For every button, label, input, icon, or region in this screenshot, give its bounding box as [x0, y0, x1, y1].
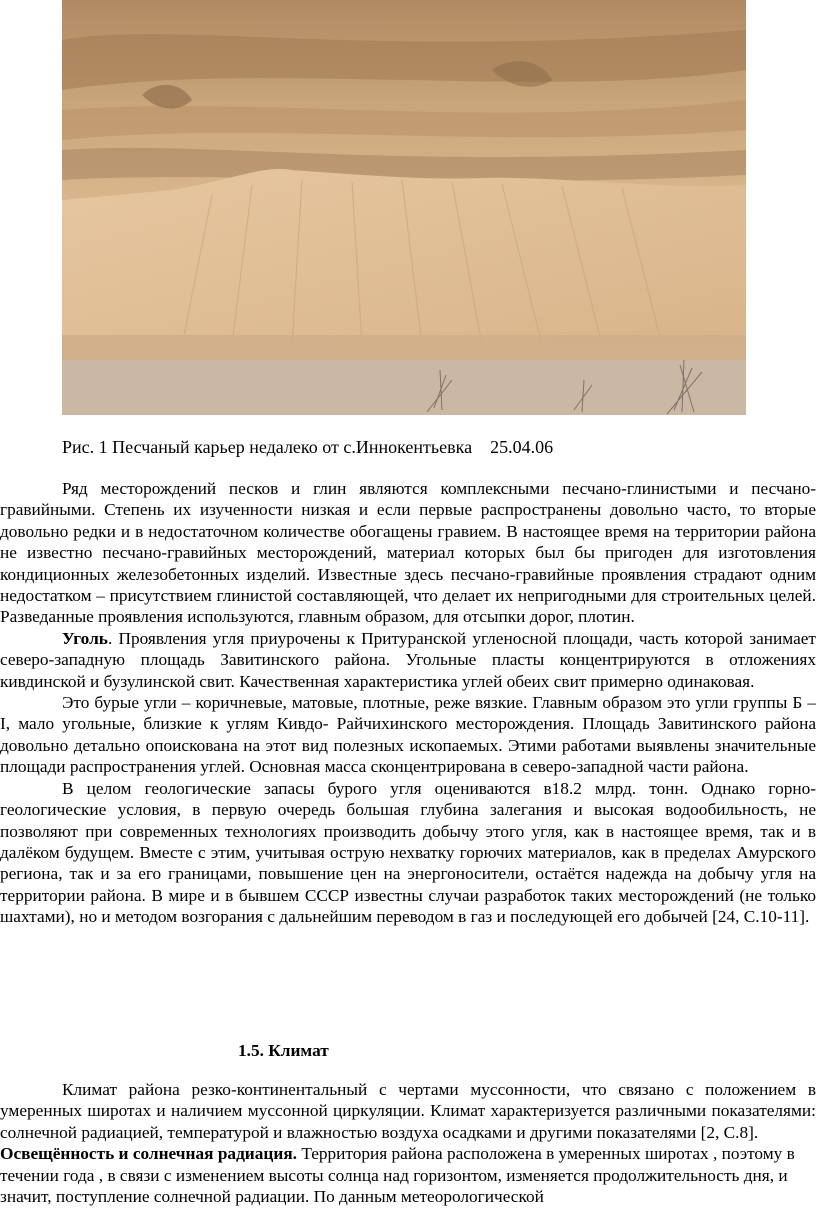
section-heading: 1.5. Климат	[238, 1041, 329, 1060]
section-text	[0, 1079, 816, 1207]
sand-quarry-photo	[62, 0, 746, 415]
paragraph: Климат района резко-континентальный с чертами муссонности, что связано с положением в умеренных широтах и наличием муссонной циркуляции. Климат характеризуется различными показателями: солнечной радиацией, температурой и влажностью воздуха осадками и другими показателями [2, С.8].	[0, 1080, 816, 1142]
body-text	[0, 478, 816, 928]
paragraph: Это бурые угли – коричневые, матовые, плотные, реже вязкие. Главным образом это угли группы Б – I, мало угольные, близкие к углям Кивдо- Райчихинского месторождения. Площадь Завитинского района довольно детально опоискована на этот вид полезных ископаемых. Этими работами выявлены значительные площади распространения углей. Основная масса сконцентрирована в северо-западной части района.	[0, 693, 816, 777]
paragraph: Ряд месторождений песков и глин являются комплексными песчано-глинистыми и песчано-гравийными. Степень их изученности низкая и если первые распространены довольно часто, то вторые довольно редки и в недостаточном количестве обогащены гравием. В настоящее время на территории района не известно песчано-гравийных месторождений, материал которых был бы пригоден для изготовления кондиционных железобетонных изделий. Известные здесь песчано-гравийные проявления страдают одним недостатком – присутствием глинистой составляющей, что делает их непригодными для строительных целей. Разведанные проявления используются, главным образом, для отсыпки дорог, плотин.	[0, 479, 816, 627]
figure-caption	[62, 437, 553, 458]
figure-caption-text: Рис. 1 Песчаный карьер недалеко от с.Иннокентьевка	[62, 437, 473, 457]
paragraph: Освещённость и солнечная радиация. Территория района расположена в умеренных широтах , поэтому в течении года , в связи с изменением высоты солнца над горизонтом, изменяется продолжительность дня, и значит, поступление солнечной радиации. По данным метеорологической	[0, 1144, 795, 1207]
figure-date: 25.04.06	[490, 437, 554, 457]
term-coal: Уголь	[62, 628, 108, 648]
paragraph: Уголь. Проявления угля приурочены к Притуранской угленосной площади, часть которой занимает северо-западную площадь Завитинского района. Угольные пласты концентрируются в отложениях кивдинской и бузулинской свит. Качественная характеристика углей обеих свит примерно одинаковая.	[0, 628, 816, 691]
term-illumination: Освещённость и солнечная радиация.	[0, 1144, 297, 1164]
paragraph: В целом геологические запасы бурого угля оцениваются в18.2 млрд. тонн. Однако горно-геологические условия, в первую очередь большая глубина залегания и высокая водообильность, не позволяют при современных технологиях производить добычу этого угля, как в настоящее время, так и в далёком будущем. Вместе с этим, учитывая острую нехватку горючих материалов, как в пределах Амурского региона, так и за его границами, повышение цен на энергоносители, остаётся надежда на добычу угля на территории района. В мире и в бывшем СССР известны случаи разработок таких месторождений (не только шахтами), но и методом возгорания с дальнейшим переводом в газ и последующей его добычей [24, С.10-11].	[0, 778, 816, 927]
